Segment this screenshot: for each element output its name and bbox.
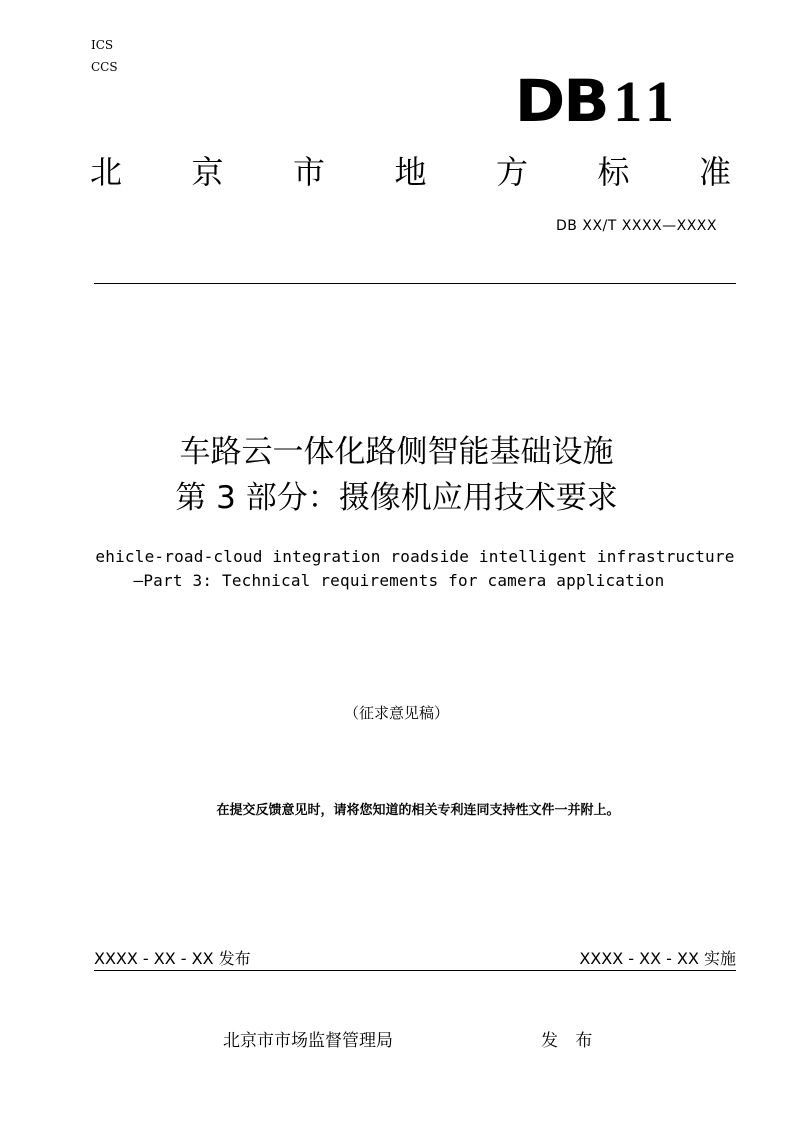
db-logo xyxy=(514,66,680,137)
english-title-line-1: ehicle-road-cloud integration roadside intelligent infrastructure xyxy=(95,547,735,566)
implementation-date: XXXX - XX - XX 实施 xyxy=(579,949,736,968)
draft-label: （征求意见稿） xyxy=(343,704,449,722)
title-char: 准 xyxy=(698,153,731,191)
publish-label: 发 布 xyxy=(541,1031,599,1051)
title-char: 方 xyxy=(495,153,528,191)
db-letters: DB xyxy=(514,67,608,135)
title-char: 北 xyxy=(89,153,122,191)
title-char: 市 xyxy=(292,153,325,191)
title-char: 地 xyxy=(394,153,427,191)
chinese-title-line-1: 车路云一体化路侧智能基础设施 xyxy=(179,434,614,470)
standard-category-title xyxy=(88,150,733,194)
title-char: 标 xyxy=(597,153,630,191)
chinese-title-line-2: 第 3 部分：摄像机应用技术要求 xyxy=(175,480,618,516)
ics-label: ICS xyxy=(91,38,114,52)
english-title-line-2: —Part 3: Technical requirements for camera application xyxy=(133,571,665,590)
ccs-label: CCS xyxy=(91,60,118,74)
issuing-authority: 北京市市场监督管理局 xyxy=(223,1031,393,1051)
standard-number: DB XX/T XXXX—XXXX xyxy=(556,218,717,234)
issue-date: XXXX - XX - XX 发布 xyxy=(94,949,251,968)
patent-notice: 在提交反馈意见时，请将您知道的相关专利连同支持性文件一并附上。 xyxy=(216,803,620,818)
db-number: 11 xyxy=(613,69,680,134)
top-divider xyxy=(94,283,736,284)
title-char: 京 xyxy=(191,153,224,191)
bottom-divider xyxy=(94,970,736,971)
